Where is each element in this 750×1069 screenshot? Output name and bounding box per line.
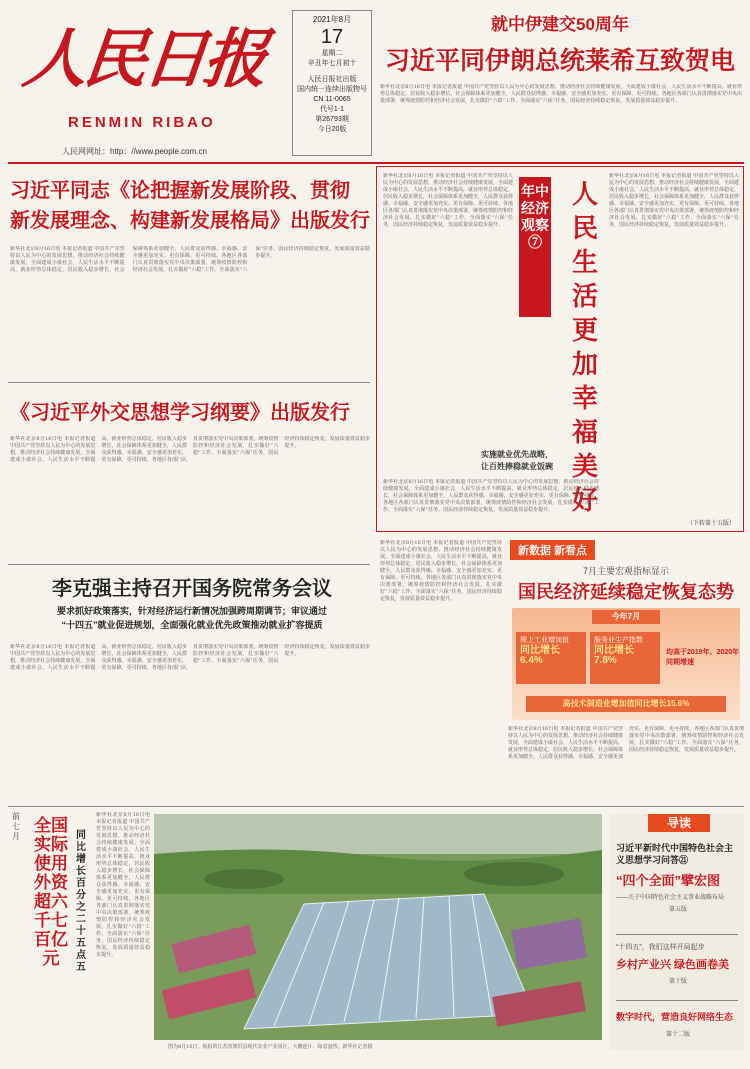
stat2-value: 同比增长7.8% (594, 645, 634, 666)
guide-item1-sub: ——关于中国特色社会主义事业战略布局 (616, 895, 725, 901)
top-story-kicker: 就中伊建交50周年 (491, 15, 629, 34)
story3-headline[interactable]: 李克强主持召开国务院常务会议 (52, 578, 332, 600)
photo-illustration (154, 814, 602, 1040)
story2-headline[interactable]: 《习近平外交思想学习纲要》出版发行 (10, 402, 350, 424)
divider (8, 564, 370, 565)
issue-number: 第26793期 (315, 116, 349, 123)
guide-item3-main: 数字时代，营造良好网络生态 (616, 1012, 734, 1022)
guide-tag: 导读 (648, 814, 710, 832)
photo-caption: 图为8月16日，航拍的江苏省泗洪县现代农业产业园区，大棚连片、绿意盎然。新华社记者摄 (168, 1044, 373, 1050)
story3-sub2: “十四五”就业促进规划，全面强化就业优先政策推动就业扩容提质 (61, 620, 323, 630)
guide-item-3[interactable] (616, 1010, 740, 1038)
stat1-label: 规上工业增加值 (520, 637, 569, 644)
masthead-logo (14, 6, 284, 116)
story1-headline-line1: 习近平同志《论把握新发展阶段、贯彻 (10, 180, 350, 202)
issn: 国内统一连续出版物号 CN 11-0065 (297, 86, 367, 103)
data-tag: 新数据 新看点 (510, 540, 595, 560)
pullquote-line2: 让百姓捧稳就业饭碗 (481, 462, 553, 471)
weekday: 星期二 (321, 50, 343, 57)
stat-industrial (516, 632, 586, 684)
divider (8, 382, 370, 383)
guide-item-1[interactable] (616, 842, 740, 913)
pullquote (437, 449, 597, 473)
new-data-box[interactable] (508, 540, 744, 720)
top-story[interactable] (380, 10, 740, 77)
guide-item1-page: 第五版 (668, 907, 687, 913)
data-title: 国民经济延续稳定恢复态势 (518, 582, 734, 602)
special-body-bottom: 新华社北京8月16日电 本报记者报道 中国共产党坚持以人民为中心的发展思想，推动经济社会持续健康发展，全面建成小康社会，人民生活水平不断提高，就业形势总体稳定，居民收入稳步增长，社会保障体系更加健全，人民群众获得感、幸福感、安全感更加充实、更有保障、更可持续。各地区各部门认真贯彻落实党中央决策部署，统筹疫情防控和经济社会发展，扎实做好“六稳”工作、全面落实“六保”任务，国民经济持续稳定恢复，发展质量效益稳步提升。 (383, 479, 599, 513)
website-url[interactable]: 人民网网址：http：//www.people.com.cn (62, 147, 207, 156)
greenhouse-aerial-photo (154, 814, 602, 1040)
comparison-note: 均高于2019年、2020年同期增速 (666, 649, 740, 666)
pullquote-line1: 实施就业优先战略， (481, 450, 553, 459)
date-box (292, 10, 372, 156)
month-tag: 今年7月 (592, 610, 660, 624)
logo-english: RENMIN RIBAO (68, 114, 216, 131)
story1-headline-line2: 新发展理念、构建新发展格局》出版发行 (10, 210, 370, 232)
top-story-headline: 习近平同伊朗总统莱希互致贺电 (384, 47, 735, 75)
story1-headline[interactable] (10, 176, 370, 236)
special-headline: 人民生活更加幸福美好 (571, 179, 598, 515)
special-report-box[interactable] (376, 166, 744, 532)
series-badge: 年中经济观察⑦ (519, 177, 551, 317)
vstory-headline[interactable]: 全国实际使用外资超六千七百亿元 (34, 816, 68, 968)
stat-services (590, 632, 660, 684)
code: 代号1-1 (319, 106, 345, 113)
date-day: 17 (320, 26, 344, 48)
guide-item-2[interactable] (616, 942, 740, 985)
masthead-divider (8, 162, 744, 164)
page-count: 今日20版 (317, 126, 347, 133)
guide-item2-kicker: “十四五”，我们这样开局起步 (616, 944, 705, 951)
story3-subheads (14, 604, 370, 632)
hightech-stat: 高技术制造业增加值同比增长15.6% (526, 696, 726, 712)
middle-column-body: 新华社北京8月16日电 本报记者报道 中国共产党坚持以人民为中心的发展思想，推动经济社会持续健康发展，全面建成小康社会，人民生活水平不断提高，就业形势总体稳定，居民收入稳步增长，社会保障体系更加健全，人民群众获得感、幸福感、安全感更加充实、更有保障、更可持续。各地区各部门认真贯彻落实党中央决策部署，统筹疫情防控和经济社会发展，扎实做好“六稳”工作、全面落实“六保”任务，国民经济持续稳定恢复，发展质量效益稳步提升。 (380, 540, 502, 602)
story3-sub1: 要求抓好政策落实，针对经济运行新情况加强跨周期调节；审议通过 (56, 606, 327, 616)
guide-item1-title: 习近平新时代中国特色社会主义思想学习问答㉑ (616, 843, 734, 865)
divider (616, 1000, 738, 1001)
story2-body: 新华社北京8月16日电 本报记者报道 中国共产党坚持以人民为中心的发展思想，推动经济社会持续健康发展，全面建成小康社会，人民生活水平不断提高，就业形势总体稳定，居民收入稳步增长，社会保障体系更加健全，人民群众获得感、幸福感、安全感更加充实、更有保障、更可持续。各地区各部门认真贯彻落实党中央决策部署，统筹疫情防控和经济社会发展，扎实做好“六稳”工作、全面落实“六保”任务，国民经济持续稳定恢复，发展质量效益稳步提升。 (10, 436, 370, 463)
date-month: 2021年8月 (312, 15, 352, 24)
lunar-date: 辛丑年七月初十 (307, 60, 357, 67)
story3-body: 新华社北京8月16日电 本报记者报道 中国共产党坚持以人民为中心的发展思想，推动经济社会持续健康发展，全面建成小康社会，人民生活水平不断提高，就业形势总体稳定，居民收入稳步增长，社会保障体系更加健全，人民群众获得感、幸福感、安全感更加充实、更有保障、更可持续。各地区各部门认真贯彻落实党中央决策部署，统筹疫情防控和经济社会发展，扎实做好“六稳”工作、全面落实“六保”任务，国民经济持续稳定恢复，发展质量效益稳步提升。 (10, 644, 370, 671)
top-story-body: 新华社北京8月16日电 本报记者报道 中国共产党坚持以人民为中心的发展思想，推动经济社会持续健康发展，全面建成小康社会，人民生活水平不断提高，就业形势总体稳定，居民收入稳步增长，社会保障体系更加健全，人民群众获得感、幸福感、安全感更加充实、更有保障、更可持续。各地区各部门认真贯彻落实党中央决策部署，统筹疫情防控和经济社会发展，扎实做好“六稳”工作、全面落实“六保”任务，国民经济持续稳定恢复，发展质量效益稳步提升。 (380, 84, 742, 104)
vstory-subhead: 同比增长百分之二十五点五 (76, 830, 86, 973)
guide-sidebar (610, 814, 744, 1050)
guide-item2-page: 第十版 (668, 979, 687, 985)
special-body-left: 新华社北京8月16日电 本报记者报道 中国共产党坚持以人民为中心的发展思想，推动经济社会持续健康发展，全面建成小康社会，人民生活水平不断提高，就业形势总体稳定，居民收入稳步增长，社会保障体系更加健全，人民群众获得感、幸福感、安全感更加充实、更有保障、更可持续。各地区各部门认真贯彻落实党中央决策部署，统筹疫情防控和经济社会发展，扎实做好“六稳”工作、全面落实“六保”任务，国民经济持续稳定恢复，发展质量效益稳步提升。 (383, 173, 513, 228)
data-kicker: 7月主要宏观指标显示 (582, 566, 669, 576)
stat2-label: 服务业生产指数 (594, 637, 643, 644)
databox-body: 新华社北京8月16日电 本报记者报道 中国共产党坚持以人民为中心的发展思想，推动经济社会持续健康发展，全面建成小康社会，人民生活水平不断提高，就业形势总体稳定，居民收入稳步增长，社会保障体系更加健全，人民群众获得感、幸福感、安全感更加充实、更有保障、更可持续。各地区各部门认真贯彻落实党中央决策部署，统筹疫情防控和经济社会发展，扎实做好“六稳”工作、全面落实“六保”任务，国民经济持续稳定恢复，发展质量效益稳步提升。 (508, 726, 744, 760)
divider (8, 806, 744, 807)
divider (616, 934, 738, 935)
vstory-body: 新华社北京8月16日电 本报记者报道 中国共产党坚持以人民为中心的发展思想，推动经济社会持续健康发展，全面建成小康社会，人民生活水平不断提高，就业形势总体稳定，居民收入稳步增长，社会保障体系更加健全，人民群众获得感、幸福感、安全感更加充实、更有保障、更可持续。各地区各部门认真贯彻落实党中央决策部署，统筹疫情防控和经济社会发展，扎实做好“六稳”工作、全面落实“六保”任务，国民经济持续稳定恢复，发展质量效益稳步提升。 (96, 812, 150, 958)
stat1-value: 同比增长6.4% (520, 645, 560, 666)
publisher: 人民日报社出版 (307, 76, 357, 83)
special-body-right: 新华社北京8月16日电 本报记者报道 中国共产党坚持以人民为中心的发展思想，推动经济社会持续健康发展，全面建成小康社会，人民生活水平不断提高，就业形势总体稳定，居民收入稳步增长，社会保障体系更加健全，人民群众获得感、幸福感、安全感更加充实、更有保障、更可持续。各地区各部门认真贯彻落实党中央决策部署，统筹疫情防控和经济社会发展，扎实做好“六稳”工作、全面落实“六保”任务，国民经济持续稳定恢复，发展质量效益稳步提升。 (609, 173, 739, 228)
guide-item1-main: “四个全面”擘宏图 (616, 873, 721, 888)
guide-item2-main: 乡村产业兴 绿色画卷美 (616, 959, 730, 971)
logo-chinese: 人民日报 (19, 22, 268, 97)
continued-note: （下转第十五版） (686, 520, 735, 527)
story1-body: 新华社北京8月16日电 本报记者报道 中国共产党坚持以人民为中心的发展思想，推动经济社会持续健康发展，全面建成小康社会，人民生活水平不断提高，就业形势总体稳定，居民收入稳步增长，社会保障体系更加健全，人民群众获得感、幸福感、安全感更加充实、更有保障、更可持续。各地区各部门认真贯彻落实党中央决策部署，统筹疫情防控和经济社会发展，扎实做好“六稳”工作、全面落实“六保”任务，国民经济持续稳定恢复，发展质量效益稳步提升。 (10, 246, 370, 273)
vstory-kicker: 前七月 (12, 812, 20, 841)
guide-item3-page: 第十二版 (665, 1032, 690, 1038)
